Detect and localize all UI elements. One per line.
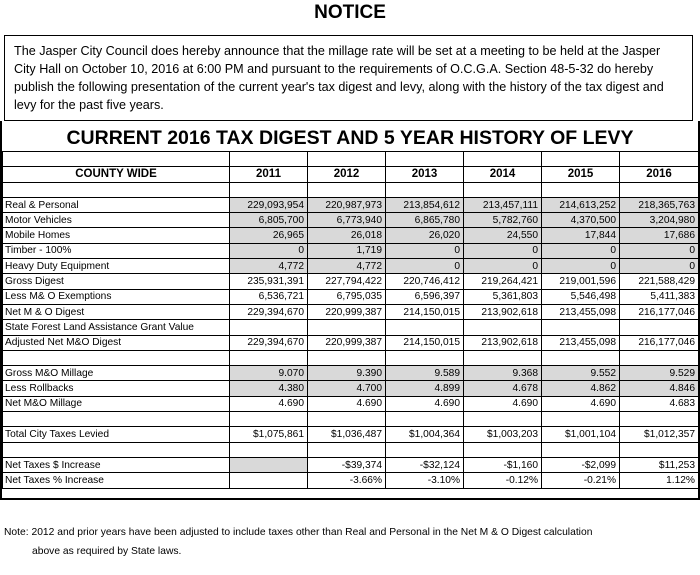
value-cell: 5,546,498: [542, 289, 620, 304]
row-label: Net M & O Digest: [3, 304, 230, 319]
value-cell: $1,004,364: [386, 427, 464, 442]
spacer-cell: [386, 412, 464, 427]
table-row: [3, 228, 699, 243]
spacer-cell: [308, 412, 386, 427]
value-cell: 214,150,015: [386, 335, 464, 350]
spacer-cell: [620, 152, 699, 167]
value-cell: -3.10%: [386, 473, 464, 488]
value-cell: 0: [542, 243, 620, 258]
spacer-cell: [542, 412, 620, 427]
table-row: [3, 289, 699, 304]
value-cell: 6,596,397: [386, 289, 464, 304]
header-year-2015: 2015: [542, 167, 620, 182]
value-cell: 213,457,111: [464, 197, 542, 212]
value-cell: 221,588,429: [620, 274, 699, 289]
value-cell: 17,686: [620, 228, 699, 243]
spacer-cell: [464, 412, 542, 427]
value-cell: [542, 320, 620, 335]
value-cell: 9.368: [464, 366, 542, 381]
spacer-cell: [3, 152, 230, 167]
value-cell: 0: [386, 243, 464, 258]
table-row: [3, 320, 699, 335]
value-cell: 17,844: [542, 228, 620, 243]
value-cell: 9.390: [308, 366, 386, 381]
header-year-2013: 2013: [386, 167, 464, 182]
spacer-cell: [464, 182, 542, 197]
value-cell: 4.690: [542, 396, 620, 411]
value-cell: 218,365,763: [620, 197, 699, 212]
spacer-cell: [230, 442, 308, 457]
spacer-row: [3, 412, 699, 427]
row-label: Less Rollbacks: [3, 381, 230, 396]
value-cell: 0: [620, 259, 699, 274]
value-cell: 4.690: [464, 396, 542, 411]
spacer-cell: [620, 442, 699, 457]
value-cell: 216,177,046: [620, 304, 699, 319]
value-cell: -0.12%: [464, 473, 542, 488]
row-label: Mobile Homes: [3, 228, 230, 243]
spacer-cell: [308, 350, 386, 365]
spacer-cell: [3, 182, 230, 197]
value-cell: 9.070: [230, 366, 308, 381]
value-cell: 213,455,098: [542, 335, 620, 350]
row-label: Timber - 100%: [3, 243, 230, 258]
spacer-cell: [386, 152, 464, 167]
row-label: Total City Taxes Levied: [3, 427, 230, 442]
row-label: Gross M&O Millage: [3, 366, 230, 381]
row-label: Adjusted Net M&O Digest: [3, 335, 230, 350]
value-cell: 219,264,421: [464, 274, 542, 289]
spacer-cell: [230, 412, 308, 427]
value-cell: -3.66%: [308, 473, 386, 488]
table-row: [3, 197, 699, 212]
spacer-cell: [464, 442, 542, 457]
value-cell: 0: [386, 259, 464, 274]
spacer-cell: [230, 350, 308, 365]
value-cell: -$32,124: [386, 457, 464, 472]
spacer-cell: [620, 182, 699, 197]
spacer-cell: [620, 350, 699, 365]
value-cell: 0: [464, 243, 542, 258]
value-cell: $1,075,861: [230, 427, 308, 442]
value-cell: $1,036,487: [308, 427, 386, 442]
value-cell: 4.700: [308, 381, 386, 396]
value-cell: 4.862: [542, 381, 620, 396]
header-label: COUNTY WIDE: [3, 167, 230, 182]
value-cell: 216,177,046: [620, 335, 699, 350]
value-cell: 26,020: [386, 228, 464, 243]
value-cell: [620, 320, 699, 335]
value-cell: 4,772: [308, 259, 386, 274]
table-row: [3, 274, 699, 289]
table-row: [3, 259, 699, 274]
value-cell: 213,455,098: [542, 304, 620, 319]
value-cell: 235,931,391: [230, 274, 308, 289]
table-row: [3, 243, 699, 258]
notice-text-box: [4, 35, 693, 121]
spacer-cell: [620, 412, 699, 427]
spacer-cell: [230, 182, 308, 197]
value-cell: 0: [620, 243, 699, 258]
value-cell: 213,902,618: [464, 335, 542, 350]
row-label: Motor Vehicles: [3, 213, 230, 228]
table-row: [3, 427, 699, 442]
value-cell: 220,999,387: [308, 304, 386, 319]
value-cell: 6,865,780: [386, 213, 464, 228]
spacer-cell: [308, 152, 386, 167]
header-year-2012: 2012: [308, 167, 386, 182]
value-cell: 24,550: [464, 228, 542, 243]
value-cell: -$2,099: [542, 457, 620, 472]
value-cell: 3,204,980: [620, 213, 699, 228]
spacer-cell: [230, 152, 308, 167]
value-cell: 213,902,618: [464, 304, 542, 319]
header-year-2014: 2014: [464, 167, 542, 182]
value-cell: 4.678: [464, 381, 542, 396]
value-cell: [386, 320, 464, 335]
value-cell: 229,394,670: [230, 335, 308, 350]
value-cell: 9.529: [620, 366, 699, 381]
value-cell: 4.846: [620, 381, 699, 396]
value-cell: 229,093,954: [230, 197, 308, 212]
spacer-cell: [308, 182, 386, 197]
value-cell: 6,773,940: [308, 213, 386, 228]
value-cell: 220,987,973: [308, 197, 386, 212]
spacer-row: [3, 442, 699, 457]
value-cell: 6,795,035: [308, 289, 386, 304]
value-cell: 0: [542, 259, 620, 274]
row-label: Net Taxes % Increase: [3, 473, 230, 488]
row-label: Heavy Duty Equipment: [3, 259, 230, 274]
table-row: [3, 396, 699, 411]
value-cell: [230, 457, 308, 472]
spacer-cell: [464, 350, 542, 365]
value-cell: 220,999,387: [308, 335, 386, 350]
footnote-line-2: above as required by State laws.: [32, 546, 182, 557]
spacer-cell: [3, 442, 230, 457]
value-cell: 9.589: [386, 366, 464, 381]
row-label: Gross Digest: [3, 274, 230, 289]
value-cell: 1.12%: [620, 473, 699, 488]
value-cell: -0.21%: [542, 473, 620, 488]
spacer-cell: [542, 442, 620, 457]
value-cell: $1,003,203: [464, 427, 542, 442]
spacer-row: [3, 182, 699, 197]
value-cell: 26,965: [230, 228, 308, 243]
spacer-cell: [308, 442, 386, 457]
spacer-cell: [542, 152, 620, 167]
value-cell: 4,370,500: [542, 213, 620, 228]
header-year-2011: 2011: [230, 167, 308, 182]
value-cell: 6,536,721: [230, 289, 308, 304]
value-cell: 4.690: [230, 396, 308, 411]
value-cell: 4.380: [230, 381, 308, 396]
table-row: [3, 473, 699, 488]
value-cell: [308, 320, 386, 335]
row-label: Real & Personal: [3, 197, 230, 212]
table-title: CURRENT 2016 TAX DIGEST AND 5 YEAR HISTORY OF LEVY: [66, 127, 634, 149]
footnote-line-1: Note: 2012 and prior years have been adjusted to include taxes other than Real and Personal in the Net M & O Digest calculation: [4, 527, 593, 538]
value-cell: 0: [230, 243, 308, 258]
spacer-row: [3, 350, 699, 365]
spacer-cell: [464, 152, 542, 167]
value-cell: 227,794,422: [308, 274, 386, 289]
value-cell: 4.690: [308, 396, 386, 411]
table-row: [3, 366, 699, 381]
value-cell: [230, 320, 308, 335]
value-cell: 5,361,803: [464, 289, 542, 304]
value-cell: 0: [464, 259, 542, 274]
table-row: [3, 304, 699, 319]
value-cell: 213,854,612: [386, 197, 464, 212]
value-cell: 4.899: [386, 381, 464, 396]
value-cell: 5,782,760: [464, 213, 542, 228]
spacer-cell: [386, 442, 464, 457]
row-label: Less M& O Exemptions: [3, 289, 230, 304]
notice-title: NOTICE: [314, 2, 386, 23]
table-row: [3, 457, 699, 472]
value-cell: 5,411,383: [620, 289, 699, 304]
value-cell: 214,150,015: [386, 304, 464, 319]
notice-text: The Jasper City Council does hereby announce that the millage rate will be set at a meeting to be held at the Jasper City Hall on October 10, 2016 at 6:00 PM and pursuant to the requirements of O.C.G.A. Section 48-5-32 do hereby publish the following presentation of the current year's tax digest and levy, along with the history of the tax digest and levy for the past five years.: [14, 44, 664, 112]
row-label: Net Taxes $ Increase: [3, 457, 230, 472]
header-row: [3, 167, 699, 182]
table-row: [3, 381, 699, 396]
value-cell: 220,746,412: [386, 274, 464, 289]
value-cell: [230, 473, 308, 488]
value-cell: -$1,160: [464, 457, 542, 472]
value-cell: 219,001,596: [542, 274, 620, 289]
table-row: [3, 335, 699, 350]
value-cell: 26,018: [308, 228, 386, 243]
spacer-cell: [386, 350, 464, 365]
spacer-cell: [3, 350, 230, 365]
value-cell: 4.683: [620, 396, 699, 411]
footnote: [4, 523, 694, 561]
spacer-cell: [542, 350, 620, 365]
row-label: State Forest Land Assistance Grant Value: [3, 320, 230, 335]
value-cell: 214,613,252: [542, 197, 620, 212]
spacer-cell: [3, 412, 230, 427]
value-cell: -$39,374: [308, 457, 386, 472]
value-cell: 6,805,700: [230, 213, 308, 228]
value-cell: 1,719: [308, 243, 386, 258]
row-label: Net M&O Millage: [3, 396, 230, 411]
table-row: [3, 213, 699, 228]
value-cell: 9.552: [542, 366, 620, 381]
value-cell: 4.690: [386, 396, 464, 411]
tax-digest-table: [2, 151, 699, 489]
spacer-cell: [386, 182, 464, 197]
value-cell: 4,772: [230, 259, 308, 274]
value-cell: $1,001,104: [542, 427, 620, 442]
value-cell: $11,253: [620, 457, 699, 472]
header-year-2016: 2016: [620, 167, 699, 182]
value-cell: 229,394,670: [230, 304, 308, 319]
value-cell: [464, 320, 542, 335]
value-cell: $1,012,357: [620, 427, 699, 442]
spacer-row: [3, 152, 699, 167]
spacer-cell: [542, 182, 620, 197]
